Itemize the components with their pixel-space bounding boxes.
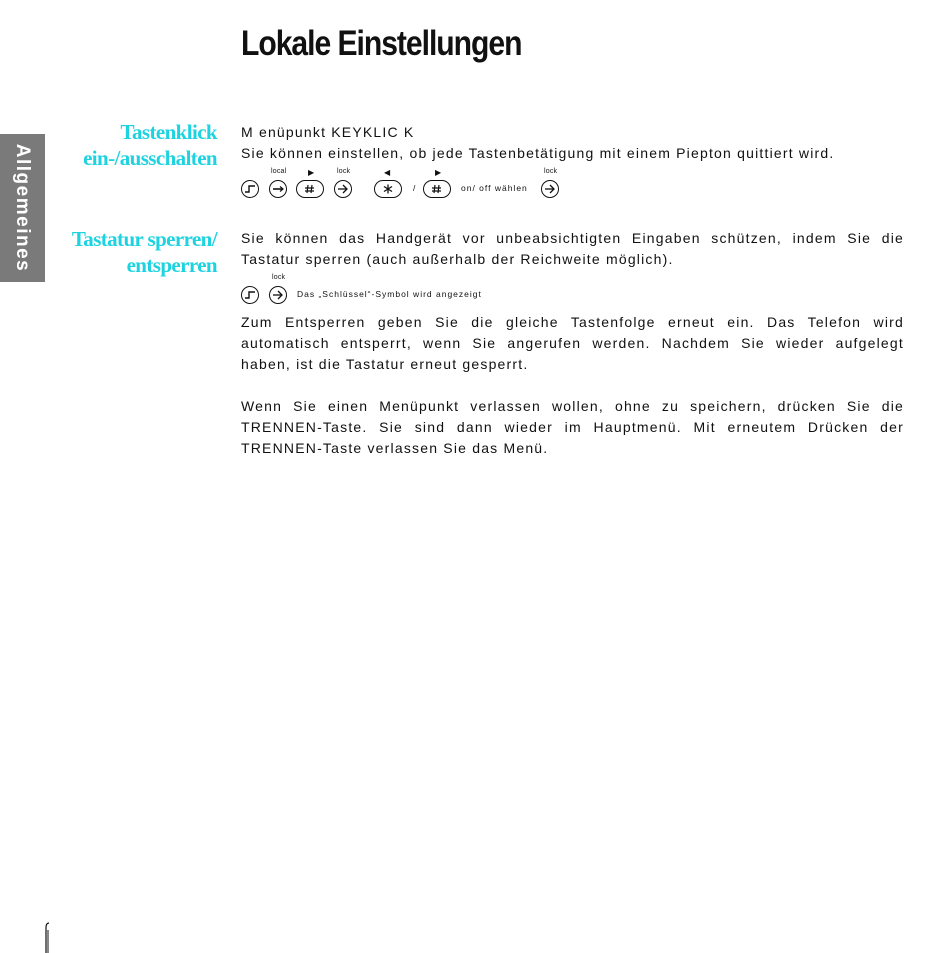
arrow-left-icon: ◀	[384, 168, 391, 177]
heading-tastenklick	[83, 119, 217, 171]
arrow-right-icon: ▶	[435, 168, 442, 177]
heading-line: ein-/ausschalten	[83, 146, 217, 170]
hash-key-icon	[423, 180, 451, 198]
lock-key-sequence	[241, 274, 904, 304]
lock-symbol-note: Das „Schlüssel“-Symbol wird angezeigt	[297, 289, 482, 299]
lock-label: lock	[272, 274, 286, 281]
lock-key-icon	[269, 286, 287, 304]
local-label: local	[271, 168, 287, 175]
exit-menu-paragraph: Wenn Sie einen Menüpunkt verlassen wollen, ohne zu speichern, drücken Sie die TRENNEN-Taste. Sie sind dann wieder im Hauptmenü. Mit erneutem Drücken der TRENNEN-Taste verlassen Sie das Menü.	[241, 398, 904, 456]
keyklick-description	[241, 122, 904, 164]
star-key-icon	[374, 180, 402, 198]
lock-key-icon	[334, 180, 352, 198]
section-side-tab	[0, 134, 45, 282]
sequence-separator: /	[413, 183, 417, 193]
side-tab-label: Allgemeines	[12, 143, 34, 273]
heading-line: Tastenklick	[120, 120, 217, 144]
keyklick-key-sequence	[241, 168, 904, 198]
heading-line: entsperren	[126, 253, 217, 277]
lock-label: lock	[337, 168, 351, 175]
page-title: Lokale Einstellungen	[241, 24, 522, 63]
lock-intro-paragraph: Sie können das Handgerät vor unbeabsichtigten Eingaben schützen, indem Sie die Tastatur sperren (auch außerhalb der Reichweite möglich).	[241, 230, 904, 267]
local-key-icon	[269, 180, 287, 198]
heading-line: Tastatur sperren/	[71, 227, 217, 251]
unlock-paragraph: Zum Entsperren geben Sie die gleiche Tastenfolge erneut ein. Das Telefon wird automatisch entsperrt, wenn Sie angerufen werden. Nachdem Sie wieder aufgelegt haben, ist die Tastatur erneut gesperrt.	[241, 314, 904, 372]
page-corner-mark	[43, 922, 51, 953]
lock-key-icon	[541, 180, 559, 198]
description-line: Sie können einstellen, ob jede Tastenbetätigung mit einem Piepton quittiert wird.	[241, 145, 835, 161]
menu-item-line: M enüpunkt KEYKLIC K	[241, 124, 415, 140]
hook-key-icon	[241, 286, 259, 304]
lock-label: lock	[544, 168, 558, 175]
heading-tastatur-sperren	[72, 226, 217, 278]
sequence-instruction: on/ off wählen	[461, 183, 528, 193]
hook-key-icon	[241, 180, 259, 198]
hash-key-icon	[296, 180, 324, 198]
arrow-right-icon: ▶	[308, 168, 315, 177]
